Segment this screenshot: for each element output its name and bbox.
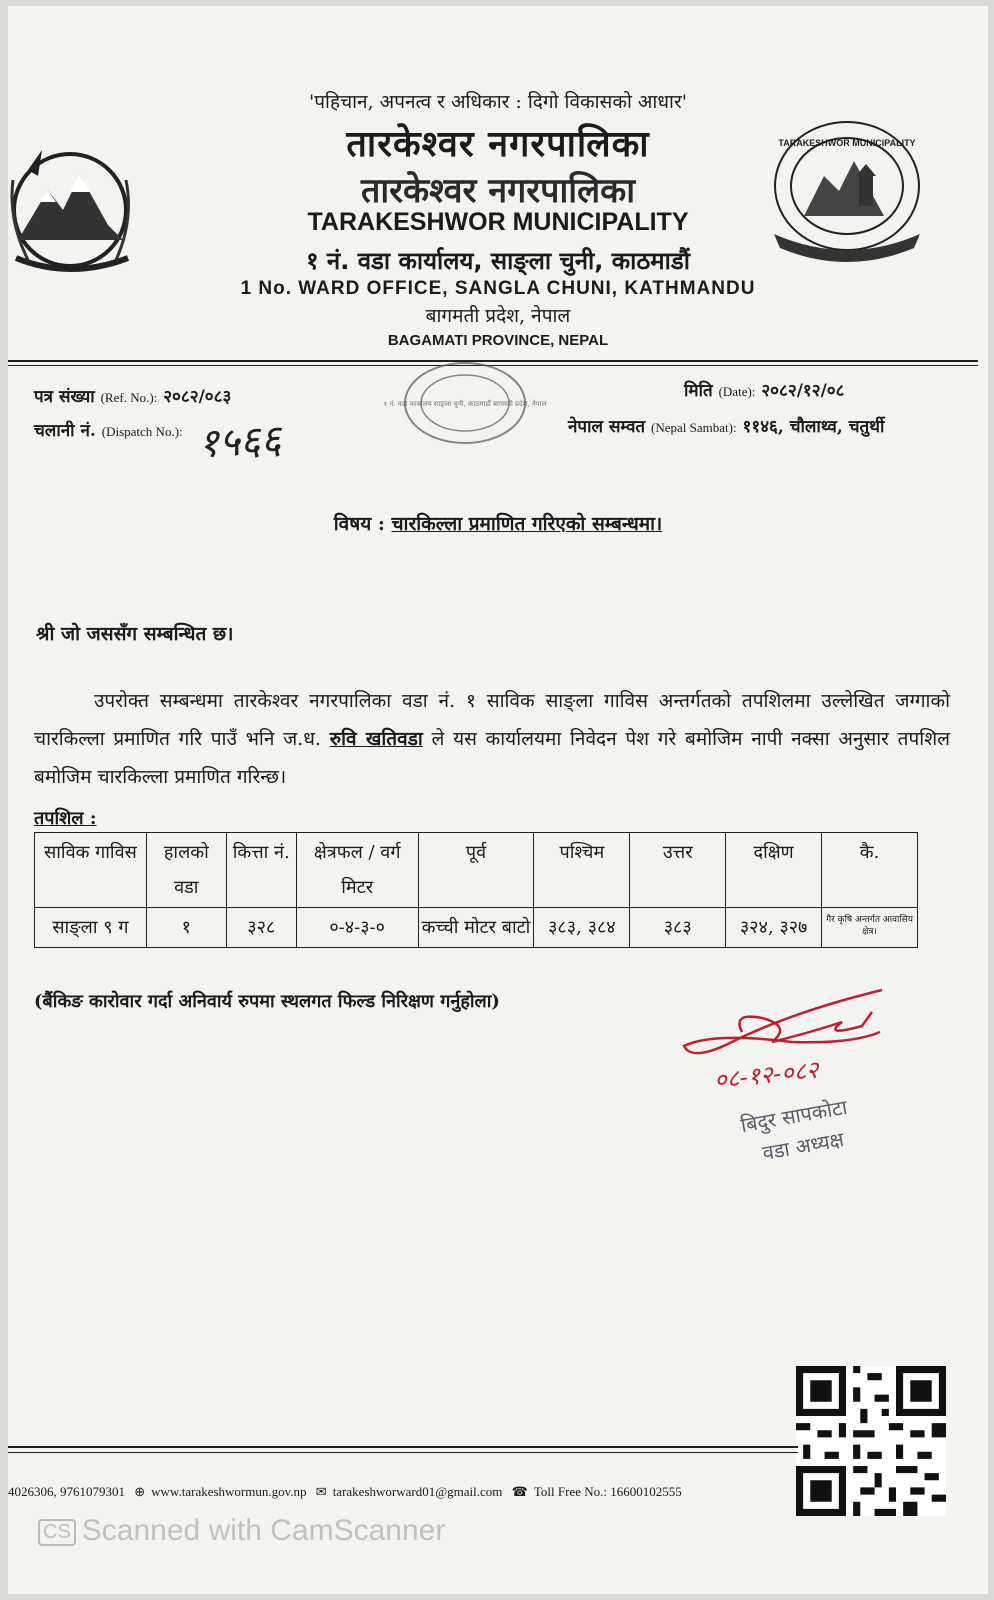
cell-south: ३२४, ३२७ bbox=[726, 908, 822, 948]
footer-website: www.tarakeshwormun.gov.np bbox=[151, 1484, 307, 1499]
cell-north: ३८३ bbox=[630, 908, 726, 948]
footer-email: tarakeshworward01@gmail.com bbox=[332, 1484, 503, 1499]
th-remarks: कै. bbox=[822, 833, 918, 908]
camscanner-watermark: CS Scanned with CamScanner bbox=[38, 1514, 445, 1548]
municipality-title-np: तारकेश्वर नगरपालिका bbox=[346, 124, 650, 165]
nepal-sambat: नेपाल सम्वत (Nepal Sambat): ११४६, चौलाथ्व, चतुर्थी bbox=[568, 417, 885, 437]
banking-note: (बैंकिङ कारोवार गर्दा अनिवार्य रुपमा स्थलगत फिल्ड निरिक्षण गर्नुहोला) bbox=[34, 991, 500, 1012]
footer-tollfree: Toll Free No.: 16600102555 bbox=[533, 1484, 682, 1499]
signatory-name-stamp: बिदुर सापकोटा bbox=[738, 1094, 849, 1138]
signature-date: ०८-१२-०८२ bbox=[712, 1055, 820, 1095]
date: मिति (Date): २०८२/१२/०८ bbox=[684, 381, 845, 401]
th-halko: हालको वडा bbox=[146, 833, 226, 908]
th-south: दक्षिण bbox=[726, 833, 822, 908]
table-row bbox=[35, 908, 918, 948]
camscanner-badge: CS bbox=[38, 1519, 76, 1546]
th-west: पश्चिम bbox=[534, 833, 630, 908]
ward-office-en: 1 No. WARD OFFICE, SANGLA CHUNI, KATHMANDU bbox=[240, 278, 756, 299]
office-stamp bbox=[383, 358, 547, 448]
salutation: श्री जो जससँग सम्बन्धित छ। bbox=[36, 623, 234, 645]
th-north: उत्तर bbox=[630, 833, 726, 908]
cell-halko: १ bbox=[146, 908, 226, 948]
applicant-name: रुवि खतिवडा bbox=[329, 728, 423, 750]
stamp-text: १ नं. वडा कार्यालय साङ्ला चुनी, काठमाडौं बागमती प्रदेश, नेपाल bbox=[383, 400, 547, 408]
footer-phone: 4026306, 9761079301 bbox=[8, 1484, 125, 1499]
letter-page bbox=[8, 6, 988, 1594]
cell-kitta: ३२८ bbox=[226, 908, 296, 948]
dispatch-no-handwritten: १५६६ bbox=[196, 416, 283, 468]
footer-divider-thin bbox=[8, 1452, 798, 1453]
cell-area: ०-४-३-० bbox=[296, 908, 418, 948]
th-east: पूर्व bbox=[418, 833, 534, 908]
ref-no: पत्र संख्या (Ref. No.): २०८२/०८३ bbox=[34, 387, 232, 407]
municipality-title-en: TARAKESHWOR MUNICIPALITY bbox=[307, 208, 689, 236]
table-header-row bbox=[35, 833, 918, 908]
cell-east: कच्ची मोटर बाटो bbox=[418, 908, 534, 948]
phone-icon: ☎ bbox=[511, 1484, 528, 1499]
motto: 'पहिचान, अपनत्व र अधिकार : दिगो विकासको आधार' bbox=[309, 91, 687, 113]
cell-west: ३८३, ३८४ bbox=[534, 908, 630, 948]
footer-contacts bbox=[8, 1484, 788, 1500]
cell-sabik: साङ्ला ९ ग bbox=[35, 908, 147, 948]
globe-icon: ⊕ bbox=[134, 1484, 146, 1499]
th-kitta: कित्ता नं. bbox=[226, 833, 296, 908]
body-paragraph: उपरोक्त सम्बन्धमा तारकेश्वर नगरपालिका वडा नं. १ साविक साङ्ला गाविस अन्तर्गतको तपशिलमा उल्लेखित जग्गाको चारकिल्ला प्रमाणित गरि पाउँ भनि ज.ध. रुवि खतिवडा ले यस कार्यालयमा निवेदन पेश गरे बमोजिम नापी नक्सा अनुसार तपशिल बमोजिम चारकिल्ला प्रमाणित गरिन्छ। bbox=[34, 690, 951, 788]
th-sabik: साविक गाविस bbox=[35, 833, 147, 908]
mail-icon: ✉ bbox=[315, 1484, 327, 1499]
qr-code bbox=[796, 1366, 946, 1516]
cell-remarks: गैर कृषि अन्तर्गत आवासिय क्षेत्र। bbox=[822, 908, 918, 948]
logo-ring-text: TARAKESHWOR MUNICIPALITY bbox=[778, 138, 916, 148]
dispatch-no: चलानी नं. (Dispatch No.): bbox=[34, 421, 183, 441]
signatory-title-stamp: वडा अध्यक्ष bbox=[760, 1127, 846, 1165]
province-np: बागमती प्रदेश, नेपाल bbox=[425, 305, 571, 327]
boundary-table bbox=[34, 832, 918, 948]
municipality-title-np-stylized: तारकेश्वर नगरपालिका bbox=[360, 171, 636, 211]
subject: विषय : चारकिल्ला प्रमाणित गरिएको सम्बन्धमा। bbox=[333, 513, 663, 535]
footer-divider bbox=[8, 1446, 798, 1448]
th-area: क्षेत्रफल / वर्ग मिटर bbox=[296, 833, 418, 908]
province-en: BAGAMATI PROVINCE, NEPAL bbox=[387, 332, 609, 349]
ward-office-np: १ नं. वडा कार्यालय, साङ्ला चुनी, काठमाडौं bbox=[306, 247, 690, 275]
details-title: तपशिल : bbox=[34, 808, 97, 829]
